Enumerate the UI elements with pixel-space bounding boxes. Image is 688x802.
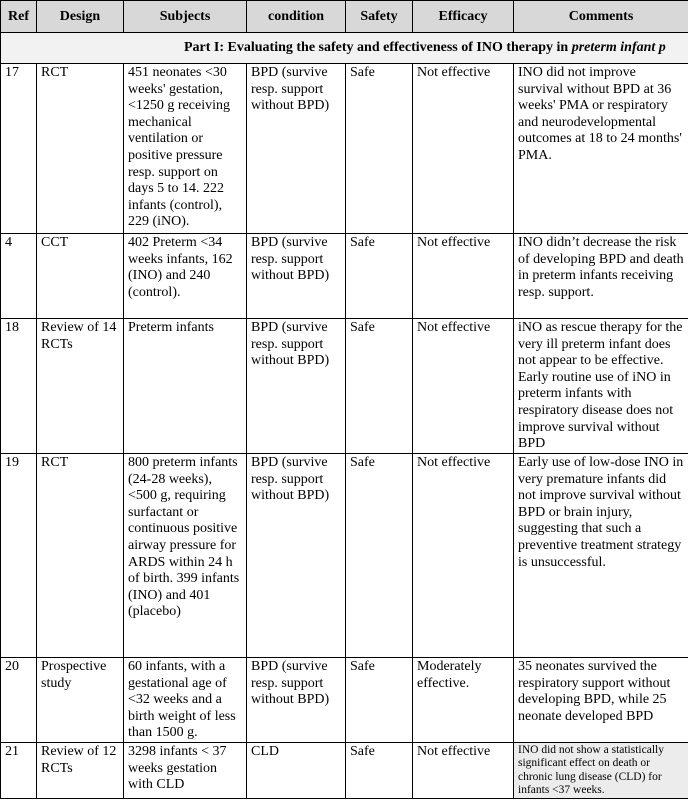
cell-ref: 17 bbox=[1, 64, 37, 234]
part-title-cell bbox=[1, 33, 688, 64]
cell-subjects: 800 preterm infants (24-28 weeks), <500 g, requiring surfactant or continuous positive airway pressure for ARDS within 24 h of birth. 399 infants (INO) and 401 (placebo) bbox=[124, 454, 247, 658]
cell-efficacy: Not effective bbox=[413, 319, 514, 454]
table-row bbox=[1, 64, 688, 234]
cell-subjects: 3298 infants < 37 weeks gestation with CLD bbox=[124, 743, 247, 799]
cell-design: Review of 14 RCTs bbox=[37, 319, 124, 454]
cell-safety: Safe bbox=[346, 743, 413, 799]
header-safety: Safety bbox=[346, 1, 413, 33]
cell-condition: BPD (survive resp. support without BPD) bbox=[247, 658, 346, 743]
table-row bbox=[1, 454, 688, 658]
header-comments: Comments bbox=[514, 1, 688, 33]
cell-design: RCT bbox=[37, 64, 124, 234]
cell-efficacy: Not effective bbox=[413, 64, 514, 234]
cell-condition: BPD (survive resp. support without BPD) bbox=[247, 319, 346, 454]
cell-condition: BPD (survive resp. support without BPD) bbox=[247, 64, 346, 234]
table-row bbox=[1, 234, 688, 319]
cell-comments: iNO as rescue therapy for the very ill preterm infant does not appear to be effective. Early routine use of iNO in preterm infants with respiratory disease does not improve survival without BPD bbox=[514, 319, 688, 454]
cell-comments: INO did not improve survival without BPD at 36 weeks' PMA or respiratory and neurodevelopmental outcomes at 18 to 24 months' PMA. bbox=[514, 64, 688, 234]
cell-condition: CLD bbox=[247, 743, 346, 799]
cell-ref: 19 bbox=[1, 454, 37, 658]
cell-safety: Safe bbox=[346, 319, 413, 454]
table-row bbox=[1, 319, 688, 454]
cell-subjects: 402 Preterm <34 weeks infants, 162 (INO) and 240 (control). bbox=[124, 234, 247, 319]
cell-comments: INO did not show a statistically significant effect on death or chronic lung disease (CLD) for infants <37 weeks. bbox=[514, 743, 688, 799]
header-design: Design bbox=[37, 1, 124, 33]
cell-subjects: 60 infants, with a gestational age of <32 weeks and a birth weight of less than 1500 g. bbox=[124, 658, 247, 743]
cell-ref: 21 bbox=[1, 743, 37, 799]
cell-design: Prospective study bbox=[37, 658, 124, 743]
cell-design: RCT bbox=[37, 454, 124, 658]
cell-ref: 4 bbox=[1, 234, 37, 319]
table-row bbox=[1, 658, 688, 743]
part-title-italic: preterm infant p bbox=[571, 40, 666, 56]
cell-subjects: Preterm infants bbox=[124, 319, 247, 454]
cell-efficacy: Not effective bbox=[413, 234, 514, 319]
cell-ref: 20 bbox=[1, 658, 37, 743]
cell-safety: Safe bbox=[346, 454, 413, 658]
cell-design: Review of 12 RCTs bbox=[37, 743, 124, 799]
cell-safety: Safe bbox=[346, 234, 413, 319]
cell-subjects: 451 neonates <30 weeks' gestation, <1250 g receiving mechanical ventilation or positive pressure resp. support on days 5 to 14. 222 infants (control), 229 (iNO). bbox=[124, 64, 247, 234]
header-condition: condition bbox=[247, 1, 346, 33]
cell-efficacy: Not effective bbox=[413, 454, 514, 658]
part-title-row bbox=[1, 33, 688, 64]
cell-efficacy: Moderately effective. bbox=[413, 658, 514, 743]
cell-condition: BPD (survive resp. support without BPD) bbox=[247, 234, 346, 319]
cell-comments: INO didn’t decrease the risk of developing BPD and death in preterm infants receiving resp. support. bbox=[514, 234, 688, 319]
header-row bbox=[1, 1, 688, 33]
cell-safety: Safe bbox=[346, 658, 413, 743]
cell-safety: Safe bbox=[346, 64, 413, 234]
cell-efficacy: Not effective bbox=[413, 743, 514, 799]
cell-comments: Early use of low-dose INO in very premature infants did not improve survival without BPD or brain injury, suggesting that such a preventive treatment strategy is unsuccessful. bbox=[514, 454, 688, 658]
part-title-main: Part I: Evaluating the safety and effectiveness of INO therapy in bbox=[184, 40, 572, 56]
header-efficacy: Efficacy bbox=[413, 1, 514, 33]
part-title bbox=[184, 40, 666, 55]
cell-ref: 18 bbox=[1, 319, 37, 454]
cell-condition: BPD (survive resp. support without BPD) bbox=[247, 454, 346, 658]
table-row bbox=[1, 743, 688, 799]
cell-comments: 35 neonates survived the respiratory support without developing BPD, while 25 neonate developed BPD bbox=[514, 658, 688, 743]
header-subjects: Subjects bbox=[124, 1, 247, 33]
header-ref: Ref bbox=[1, 1, 37, 33]
cell-design: CCT bbox=[37, 234, 124, 319]
